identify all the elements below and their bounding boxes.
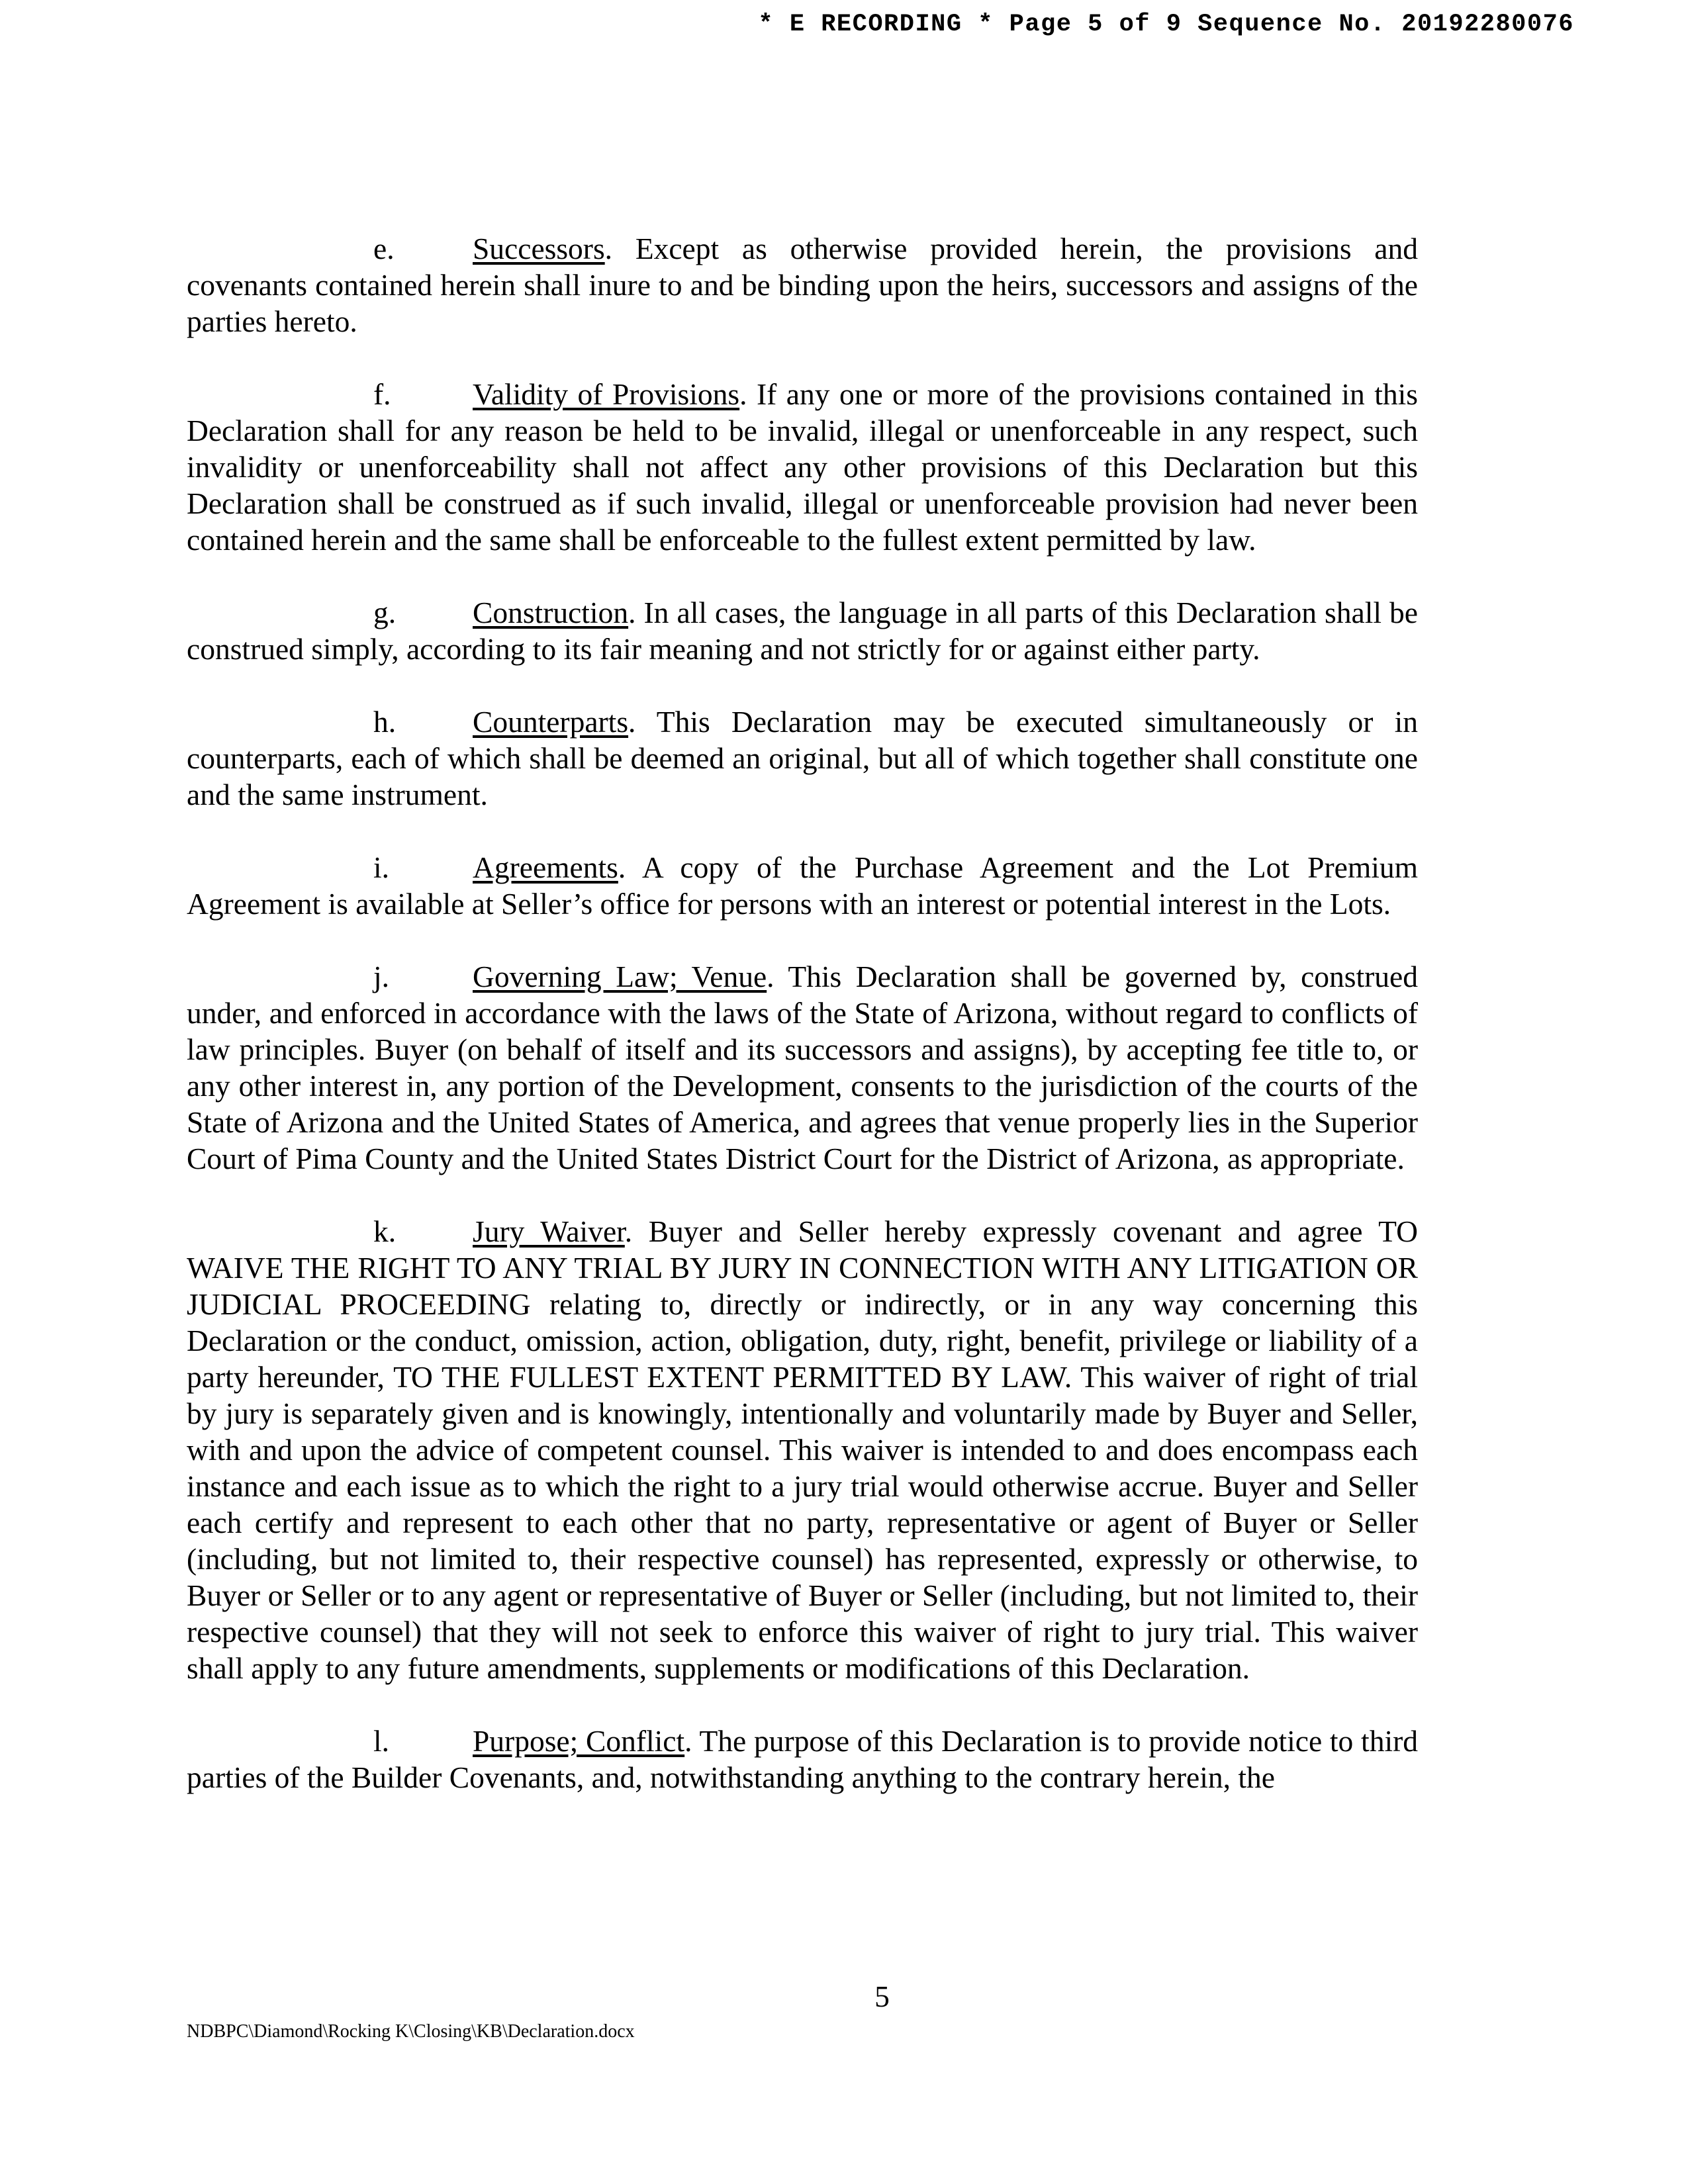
section-heading: Successors bbox=[473, 232, 605, 265]
section-heading: Jury Waiver bbox=[473, 1214, 625, 1248]
section-body: . Buyer and Seller hereby expressly covenant and agree TO WAIVE THE RIGHT TO ANY TRIAL BY JURY IN CONNECTION WITH ANY LITIGATION OR JUDICIAL PROCEEDING relating to, directly or indirectly, or in any way concerning this Declaration or the conduct, omission, action, obligation, duty, right, benefit, privilege or liability of a party hereunder, TO THE FULLEST EXTENT PERMITTED BY LAW. This waiver of right of trial by jury is separately given and is knowingly, intentionally and voluntarily made by Buyer and Seller, with and upon the advice of competent counsel. This waiver is intended to and does encompass each instance and each issue as to which the right to a jury trial would otherwise accrue. Buyer and Seller each certify and represent to each other that no party, representative or agent of Buyer or Seller (including, but not limited to, their respective counsel) has represented, expressly or otherwise, to Buyer or Seller or to any agent or representative of Buyer or Seller (including, but not limited to, their respective counsel) that they will not seek to enforce this waiver of right to jury trial. This waiver shall apply to any future amendments, supplements or modifications of this Declaration. bbox=[187, 1214, 1419, 1685]
section-purpose-conflict bbox=[187, 1723, 1418, 1796]
section-marker: j. bbox=[373, 960, 390, 993]
section-heading: Purpose; Conflict bbox=[473, 1724, 685, 1758]
section-jury-waiver bbox=[187, 1213, 1418, 1686]
section-body: . This Declaration shall be governed by, construed under, and enforced in accordance with the laws of the State of Arizona, without regard to conflicts of law principles. Buyer (on behalf of itself and its successors and assigns), by accepting fee title to, or any other interest in, any portion of the Development, consents to the jurisdiction of the courts of the State of Arizona and the United States of America, and agrees that venue properly lies in the Superior Court of Pima County and the United States District Court for the District of Arizona, as appropriate. bbox=[187, 960, 1418, 1175]
footer-file-path: NDBPC\Diamond\Rocking K\Closing\KB\Declaration.docx bbox=[187, 2021, 635, 2042]
section-heading: Agreements bbox=[473, 850, 618, 884]
section-body: . If any one or more of the provisions contained in this Declaration shall for any reason be held to be invalid, illegal or unenforceable in any respect, such invalidity or unenforceability shall not affect any other provisions of this Declaration but this Declaration shall be construed as if such invalid, illegal or unenforceable provision had never been contained herein and the same shall be enforceable to the fullest extent permitted by law. bbox=[187, 377, 1418, 557]
section-marker: l. bbox=[373, 1724, 390, 1758]
section-construction bbox=[187, 594, 1418, 667]
section-heading: Governing Law; Venue bbox=[473, 960, 767, 993]
section-body: . Except as otherwise provided herein, the provisions and covenants contained herein shall inure to and be binding upon the heirs, successors and assigns of the parties hereto. bbox=[187, 232, 1418, 338]
section-heading: Validity of Provisions bbox=[473, 377, 740, 411]
section-marker: k. bbox=[373, 1214, 397, 1248]
section-marker: h. bbox=[373, 705, 397, 739]
section-marker: g. bbox=[373, 596, 397, 629]
section-body: . This Declaration may be executed simultaneously or in counterparts, each of which shall be deemed an original, but all of which together shall constitute one and the same instrument. bbox=[187, 705, 1418, 811]
section-body: . The purpose of this Declaration is to provide notice to third parties of the Builder Covenants, and, notwithstanding anything to the contrary herein, the bbox=[187, 1724, 1418, 1794]
section-heading: Construction bbox=[473, 596, 629, 629]
recording-stamp: * E RECORDING * Page 5 of 9 Sequence No. 20192280076 bbox=[758, 11, 1574, 38]
section-validity-of-provisions bbox=[187, 376, 1418, 558]
section-agreements bbox=[187, 849, 1418, 922]
section-marker: i. bbox=[373, 850, 390, 884]
section-body: . A copy of the Purchase Agreement and the Lot Premium Agreement is available at Seller’s office for persons with an interest or potential interest in the Lots. bbox=[187, 850, 1418, 921]
section-counterparts bbox=[187, 704, 1418, 813]
section-marker: e. bbox=[373, 232, 395, 265]
section-heading: Counterparts bbox=[473, 705, 629, 739]
section-body: . In all cases, the language in all parts of this Declaration shall be construed simply, according to its fair meaning and not strictly for or against either party. bbox=[187, 596, 1418, 666]
page-number: 5 bbox=[874, 1979, 890, 2013]
section-governing-law-venue bbox=[187, 958, 1418, 1177]
document-body bbox=[187, 230, 1418, 1832]
section-marker: f. bbox=[373, 377, 391, 411]
section-successors bbox=[187, 230, 1418, 340]
